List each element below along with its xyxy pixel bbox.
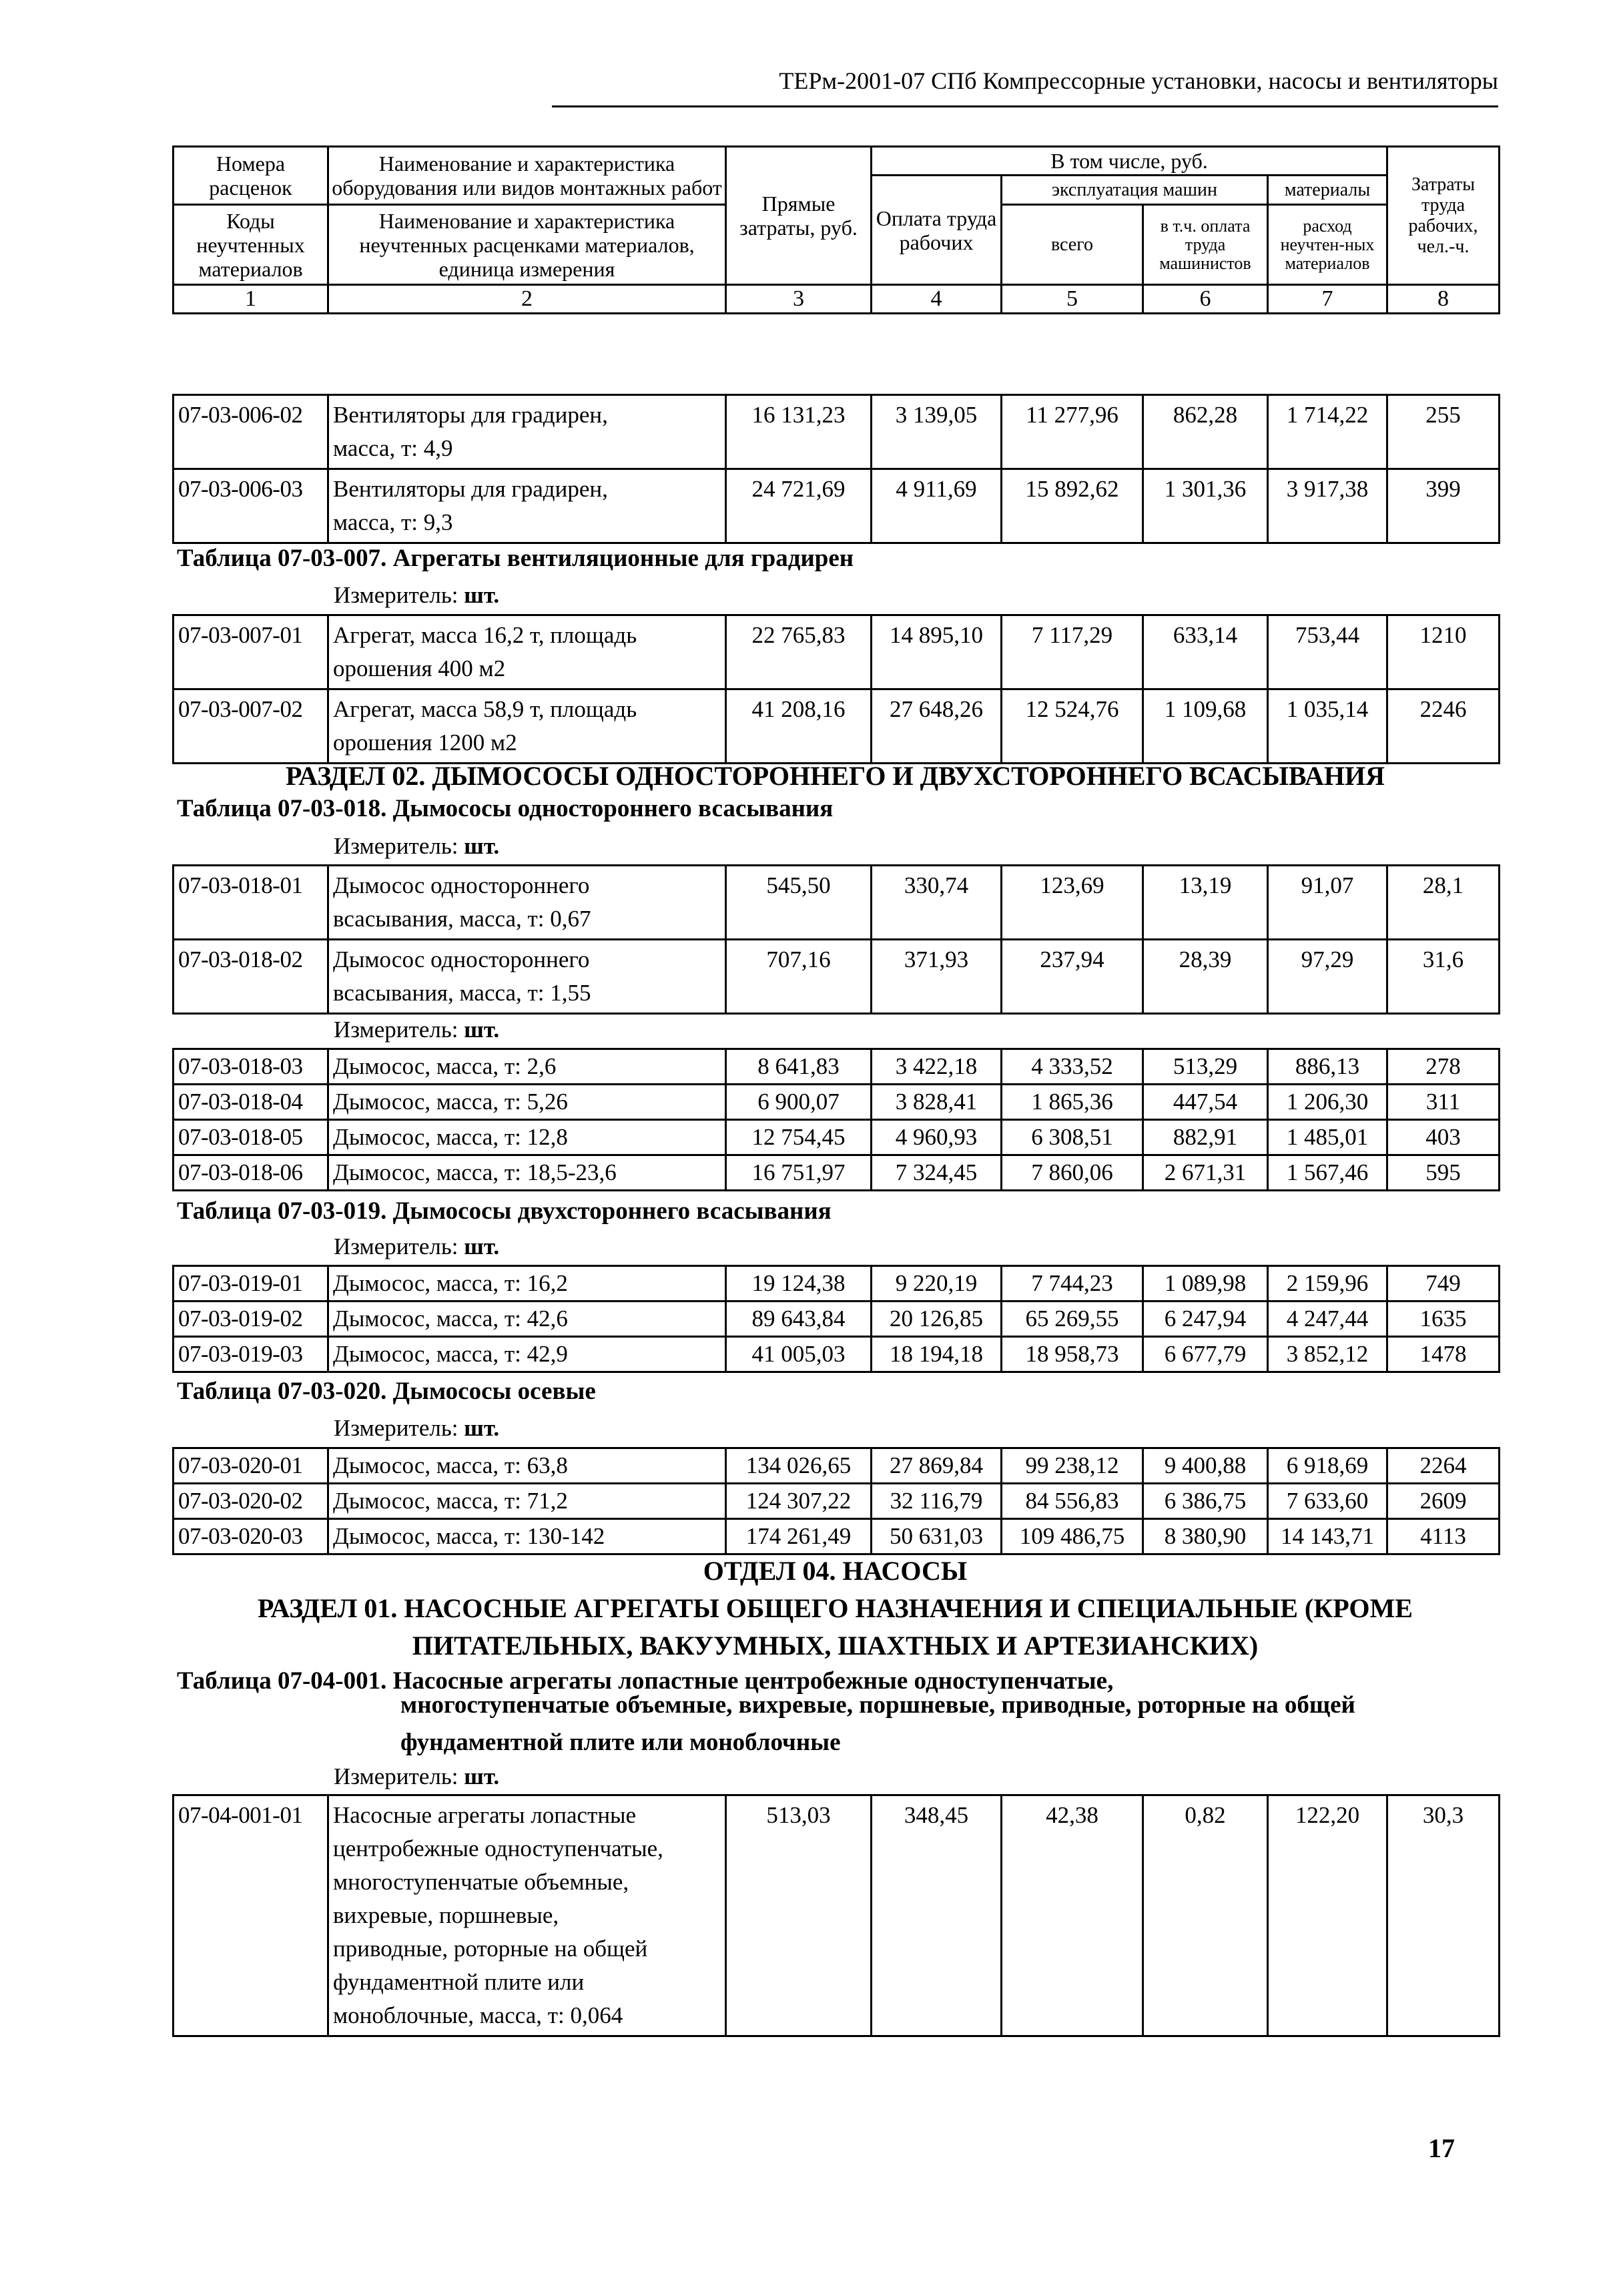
rate-machinists: 28,39 — [1143, 940, 1268, 1014]
table-row — [174, 940, 1500, 1014]
rate-materials: 97,29 — [1268, 940, 1387, 1014]
rate-labor: 9 220,19 — [872, 1266, 1002, 1302]
rate-direct: 22 765,83 — [726, 615, 872, 689]
rate-labor: 4 960,93 — [872, 1120, 1002, 1155]
measure-line — [334, 1415, 499, 1442]
rate-machinists: 862,28 — [1143, 395, 1268, 469]
rates-table-018b — [172, 1048, 1500, 1191]
rate-machinists: 633,14 — [1143, 615, 1268, 689]
rate-name — [328, 615, 726, 689]
rate-machines: 1 865,36 — [1002, 1085, 1143, 1120]
rate-name-line: Дымосос, масса, т: 130-142 — [333, 1523, 605, 1549]
rate-direct: 41 005,03 — [726, 1337, 872, 1372]
rate-machinists: 6 247,94 — [1143, 1302, 1268, 1337]
rate-name — [328, 1484, 726, 1519]
rate-direct: 89 643,84 — [726, 1302, 872, 1337]
rate-workers: 278 — [1387, 1049, 1500, 1085]
header-name-top: Наименование и характеристика оборудования или видов монтажных работ — [328, 147, 726, 205]
rate-machinists: 513,29 — [1143, 1049, 1268, 1085]
running-header: ТЕРм-2001-07 СПб Компрессорные установки, насосы и вентиляторы — [779, 67, 1498, 94]
table-row — [174, 1155, 1500, 1191]
rate-code: 07-03-007-01 — [174, 615, 328, 689]
rate-machines: 18 958,73 — [1002, 1337, 1143, 1372]
rate-machines: 7 860,06 — [1002, 1155, 1143, 1191]
rate-machines: 11 277,96 — [1002, 395, 1143, 469]
rate-machines: 15 892,62 — [1002, 469, 1143, 543]
rate-materials: 886,13 — [1268, 1049, 1387, 1085]
measure-label: Измеритель: — [334, 1763, 458, 1789]
table-row — [174, 395, 1500, 469]
rates-table-04-001 — [172, 1794, 1500, 2037]
table-caption: Таблица 07-03-019. Дымососы двухстороннего всасывания — [177, 1197, 832, 1225]
rates-table-018a — [172, 864, 1500, 1015]
rate-name — [328, 395, 726, 469]
rate-labor: 330,74 — [872, 866, 1002, 940]
table-row — [174, 1266, 1500, 1302]
section-heading: ПИТАТЕЛЬНЫХ, ВАКУУМНЫХ, ШАХТНЫХ И АРТЕЗИАНСКИХ) — [412, 1631, 1259, 1661]
rate-direct: 124 307,22 — [726, 1484, 872, 1519]
rate-name-line: Насосные агрегаты лопастные — [333, 1802, 637, 1828]
table-row — [174, 866, 1500, 940]
rates-table-007 — [172, 614, 1500, 764]
measure-line — [334, 1763, 499, 1790]
rate-materials: 1 485,01 — [1268, 1120, 1387, 1155]
rate-labor: 3 139,05 — [872, 395, 1002, 469]
rate-code: 07-03-018-03 — [174, 1049, 328, 1085]
measure-line — [334, 582, 499, 609]
rate-name-line: фундаментной плите или — [333, 1969, 585, 1995]
table-row — [174, 615, 1500, 689]
rate-name — [328, 1337, 726, 1372]
rate-machines: 99 238,12 — [1002, 1448, 1143, 1484]
rate-labor: 3 828,41 — [872, 1085, 1002, 1120]
rate-machinists: 6 386,75 — [1143, 1484, 1268, 1519]
rate-name-line: Дымосос, масса, т: 42,6 — [333, 1306, 568, 1332]
rate-direct: 134 026,65 — [726, 1448, 872, 1484]
rate-machines: 123,69 — [1002, 866, 1143, 940]
table-row — [174, 1448, 1500, 1484]
col-number: 2 — [328, 285, 726, 314]
rate-name-line: вихревые, поршневые, — [333, 1902, 559, 1928]
rate-materials: 3 852,12 — [1268, 1337, 1387, 1372]
header-code-top: Номера расценок — [174, 147, 328, 205]
header-code-bottom: Коды неучтенных материалов — [174, 205, 328, 285]
rate-labor: 27 648,26 — [872, 689, 1002, 764]
col-number: 4 — [872, 285, 1002, 314]
rate-code: 07-03-018-04 — [174, 1085, 328, 1120]
rate-labor: 7 324,45 — [872, 1155, 1002, 1191]
measure-label: Измеритель: — [334, 1233, 458, 1259]
table-row — [174, 1085, 1500, 1120]
measure-unit: шт. — [464, 1017, 500, 1043]
rate-workers: 1478 — [1387, 1337, 1500, 1372]
rate-name-line: Дымосос, масса, т: 5,26 — [333, 1089, 568, 1115]
rate-machinists: 447,54 — [1143, 1085, 1268, 1120]
table-caption-cont: фундаментной плите или моноблочные — [400, 1729, 841, 1756]
rate-workers: 399 — [1387, 469, 1500, 543]
rate-workers: 749 — [1387, 1266, 1500, 1302]
rate-code: 07-03-018-01 — [174, 866, 328, 940]
table-row — [174, 1519, 1500, 1554]
rate-name-line: Агрегат, масса 16,2 т, площадь — [333, 622, 637, 648]
rate-code: 07-03-007-02 — [174, 689, 328, 764]
rate-machines: 109 486,75 — [1002, 1519, 1143, 1554]
rate-materials: 122,20 — [1268, 1795, 1387, 2036]
rate-code: 07-03-019-02 — [174, 1302, 328, 1337]
rate-name — [328, 940, 726, 1014]
rate-name-line: Дымосос одностороннего — [333, 872, 590, 898]
table-row — [174, 1120, 1500, 1155]
rate-name — [328, 689, 726, 764]
measure-label: Измеритель: — [334, 1017, 458, 1043]
rate-name-line: Дымосос одностороннего — [333, 946, 590, 972]
measure-unit: шт. — [464, 582, 500, 608]
rate-workers: 2609 — [1387, 1484, 1500, 1519]
rate-workers: 311 — [1387, 1085, 1500, 1120]
rate-name-line: Дымосос, масса, т: 2,6 — [333, 1053, 557, 1079]
rate-workers: 2264 — [1387, 1448, 1500, 1484]
table-row — [174, 1337, 1500, 1372]
rate-labor: 50 631,03 — [872, 1519, 1002, 1554]
col-number: 3 — [726, 285, 872, 314]
header-machines-total: всего — [1002, 205, 1143, 285]
rate-workers: 2246 — [1387, 689, 1500, 764]
rate-direct: 174 261,49 — [726, 1519, 872, 1554]
rate-workers: 4113 — [1387, 1519, 1500, 1554]
rate-labor: 14 895,10 — [872, 615, 1002, 689]
rate-name-line: Дымосос, масса, т: 42,9 — [333, 1341, 568, 1367]
rate-materials: 6 918,69 — [1268, 1448, 1387, 1484]
table-row — [174, 689, 1500, 764]
table-row — [174, 1049, 1500, 1085]
rate-direct: 8 641,83 — [726, 1049, 872, 1085]
header-including: В том числе, руб. — [872, 147, 1387, 176]
rate-code: 07-04-001-01 — [174, 1795, 328, 2036]
rate-code: 07-03-020-02 — [174, 1484, 328, 1519]
column-header-table — [172, 146, 1500, 314]
rate-name-line: Агрегат, масса 58,9 т, площадь — [333, 696, 637, 722]
rate-direct: 12 754,45 — [726, 1120, 872, 1155]
rate-labor: 32 116,79 — [872, 1484, 1002, 1519]
rate-direct: 16 751,97 — [726, 1155, 872, 1191]
header-rule — [552, 105, 1498, 107]
rate-code: 07-03-020-03 — [174, 1519, 328, 1554]
rate-name — [328, 1266, 726, 1302]
rate-name-line: приводные, роторные на общей — [333, 1936, 648, 1962]
rate-code: 07-03-019-03 — [174, 1337, 328, 1372]
rate-materials: 1 206,30 — [1268, 1085, 1387, 1120]
rate-machinists: 0,82 — [1143, 1795, 1268, 2036]
rate-code: 07-03-018-06 — [174, 1155, 328, 1191]
rate-name — [328, 1155, 726, 1191]
rate-machinists: 1 089,98 — [1143, 1266, 1268, 1302]
rates-table-006 — [172, 394, 1500, 544]
rate-labor: 371,93 — [872, 940, 1002, 1014]
measure-label: Измеритель: — [334, 1415, 458, 1441]
rate-direct: 16 131,23 — [726, 395, 872, 469]
col-number: 7 — [1268, 285, 1387, 314]
rate-code: 07-03-006-02 — [174, 395, 328, 469]
header-name-bottom: Наименование и характеристика неучтенных расценками материалов, единица измерения — [328, 205, 726, 285]
col-number: 6 — [1143, 285, 1268, 314]
rates-table-019 — [172, 1265, 1500, 1373]
measure-unit: шт. — [464, 1763, 500, 1789]
rate-machinists: 6 677,79 — [1143, 1337, 1268, 1372]
department-heading: ОТДЕЛ 04. НАСОСЫ — [703, 1556, 968, 1586]
measure-unit: шт. — [464, 1415, 500, 1441]
rate-workers: 31,6 — [1387, 940, 1500, 1014]
rate-direct: 545,50 — [726, 866, 872, 940]
rate-direct: 41 208,16 — [726, 689, 872, 764]
rate-workers: 255 — [1387, 395, 1500, 469]
rate-materials: 3 917,38 — [1268, 469, 1387, 543]
rate-name-line: Вентиляторы для градирен, — [333, 476, 608, 502]
table-row — [174, 1484, 1500, 1519]
rate-code: 07-03-019-01 — [174, 1266, 328, 1302]
header-machines: эксплуатация машин — [1002, 176, 1268, 205]
rate-labor: 348,45 — [872, 1795, 1002, 2036]
col-number: 5 — [1002, 285, 1143, 314]
rate-machinists: 13,19 — [1143, 866, 1268, 940]
rate-materials: 4 247,44 — [1268, 1302, 1387, 1337]
rate-machinists: 1 301,36 — [1143, 469, 1268, 543]
rate-labor: 20 126,85 — [872, 1302, 1002, 1337]
rate-name-line: Дымосос, масса, т: 71,2 — [333, 1488, 568, 1514]
rate-machinists: 9 400,88 — [1143, 1448, 1268, 1484]
rate-workers: 28,1 — [1387, 866, 1500, 940]
measure-unit: шт. — [464, 1233, 500, 1259]
rate-name-line: Дымосос, масса, т: 16,2 — [333, 1270, 568, 1296]
rate-machinists: 8 380,90 — [1143, 1519, 1268, 1554]
rate-name — [328, 1302, 726, 1337]
rate-code: 07-03-018-02 — [174, 940, 328, 1014]
rate-machines: 4 333,52 — [1002, 1049, 1143, 1085]
rates-table-020 — [172, 1447, 1500, 1555]
table-row — [174, 1795, 1500, 2036]
rate-workers: 595 — [1387, 1155, 1500, 1191]
measure-label: Измеритель: — [334, 582, 458, 608]
rate-name-line: всасывания, масса, т: 1,55 — [333, 980, 591, 1006]
rate-name-line: Дымосос, масса, т: 63,8 — [333, 1452, 568, 1478]
rate-direct: 24 721,69 — [726, 469, 872, 543]
rate-name-line: всасывания, масса, т: 0,67 — [333, 906, 591, 932]
section-heading: РАЗДЕЛ 01. НАСОСНЫЕ АГРЕГАТЫ ОБЩЕГО НАЗНАЧЕНИЯ И СПЕЦИАЛЬНЫЕ (КРОМЕ — [258, 1593, 1413, 1623]
rate-name-line: орошения 1200 м2 — [333, 730, 517, 756]
rate-name — [328, 1049, 726, 1085]
rate-materials: 1 035,14 — [1268, 689, 1387, 764]
measure-unit: шт. — [464, 833, 500, 859]
col-number: 8 — [1387, 285, 1500, 314]
rate-name-line: орошения 400 м2 — [333, 655, 506, 681]
measure-label: Измеритель: — [334, 833, 458, 859]
rate-name — [328, 1120, 726, 1155]
rate-materials: 91,07 — [1268, 866, 1387, 940]
rate-labor: 4 911,69 — [872, 469, 1002, 543]
rate-materials: 7 633,60 — [1268, 1484, 1387, 1519]
page-number: 17 — [1428, 2133, 1455, 2163]
rate-direct: 19 124,38 — [726, 1266, 872, 1302]
rate-direct: 513,03 — [726, 1795, 872, 2036]
section-heading: РАЗДЕЛ 02. ДЫМОСОСЫ ОДНОСТОРОННЕГО И ДВУХСТОРОННЕГО ВСАСЫВАНИЯ — [286, 761, 1385, 791]
rate-labor: 3 422,18 — [872, 1049, 1002, 1085]
table-caption: Таблица 07-03-020. Дымососы осевые — [177, 1378, 596, 1405]
rate-name — [328, 1519, 726, 1554]
rate-materials: 14 143,71 — [1268, 1519, 1387, 1554]
table-row — [174, 1302, 1500, 1337]
rate-workers: 1635 — [1387, 1302, 1500, 1337]
rate-machines: 237,94 — [1002, 940, 1143, 1014]
rate-name-line: Дымосос, масса, т: 18,5-23,6 — [333, 1159, 617, 1185]
rate-code: 07-03-020-01 — [174, 1448, 328, 1484]
rate-code: 07-03-018-05 — [174, 1120, 328, 1155]
header-machinists: в т.ч. оплата труда машинистов — [1143, 205, 1268, 285]
rate-direct: 707,16 — [726, 940, 872, 1014]
rate-name-line: центробежные одноступенчатые, — [333, 1835, 663, 1861]
table-caption: Таблица 07-03-007. Агрегаты вентиляционные для градирен — [177, 545, 854, 572]
measure-line — [334, 1233, 499, 1260]
rate-machines: 84 556,83 — [1002, 1484, 1143, 1519]
rate-labor: 27 869,84 — [872, 1448, 1002, 1484]
header-materials: материалы — [1268, 176, 1387, 205]
rate-materials: 1 714,22 — [1268, 395, 1387, 469]
measure-line — [334, 1017, 499, 1043]
header-materials-sub: расход неучтен-ных материалов — [1268, 205, 1387, 285]
rate-machines: 7 744,23 — [1002, 1266, 1143, 1302]
rate-workers: 1210 — [1387, 615, 1500, 689]
table-caption: Таблица 07-04-001. Насосные агрегаты лопастные центробежные одноступенчатые, — [177, 1667, 1114, 1695]
rate-name-line: масса, т: 4,9 — [333, 435, 453, 461]
rate-name-line: многоступенчатые объемные, — [333, 1869, 629, 1895]
rate-materials: 753,44 — [1268, 615, 1387, 689]
rate-code: 07-03-006-03 — [174, 469, 328, 543]
rate-machinists: 2 671,31 — [1143, 1155, 1268, 1191]
rate-name — [328, 1448, 726, 1484]
table-caption-cont: многоступенчатые объемные, вихревые, поршневые, приводные, роторные на общей — [400, 1691, 1355, 1719]
rate-name — [328, 866, 726, 940]
rate-labor: 18 194,18 — [872, 1337, 1002, 1372]
rate-name-line: Дымосос, масса, т: 12,8 — [333, 1124, 568, 1150]
rate-name — [328, 469, 726, 543]
rate-machines: 7 117,29 — [1002, 615, 1143, 689]
table-row — [174, 469, 1500, 543]
rate-direct: 6 900,07 — [726, 1085, 872, 1120]
header-direct-costs: Прямые затраты, руб. — [726, 147, 872, 285]
rate-machines: 65 269,55 — [1002, 1302, 1143, 1337]
rate-name-line: моноблочные, масса, т: 0,064 — [333, 2002, 623, 2028]
rate-name-line: масса, т: 9,3 — [333, 509, 453, 535]
rate-machinists: 1 109,68 — [1143, 689, 1268, 764]
rate-machinists: 882,91 — [1143, 1120, 1268, 1155]
rate-materials: 1 567,46 — [1268, 1155, 1387, 1191]
rate-machines: 6 308,51 — [1002, 1120, 1143, 1155]
rate-workers: 403 — [1387, 1120, 1500, 1155]
rate-workers: 30,3 — [1387, 1795, 1500, 2036]
measure-line — [334, 833, 499, 860]
rate-name-line: Вентиляторы для градирен, — [333, 402, 608, 428]
table-caption: Таблица 07-03-018. Дымососы одностороннего всасывания — [177, 795, 834, 822]
rate-name — [328, 1085, 726, 1120]
header-labor: Оплата труда рабочих — [872, 176, 1002, 285]
rate-materials: 2 159,96 — [1268, 1266, 1387, 1302]
header-workers: Затраты труда рабочих, чел.-ч. — [1387, 147, 1500, 285]
rate-name — [328, 1795, 726, 2036]
rate-machines: 12 524,76 — [1002, 689, 1143, 764]
col-number: 1 — [174, 285, 328, 314]
rate-machines: 42,38 — [1002, 1795, 1143, 2036]
